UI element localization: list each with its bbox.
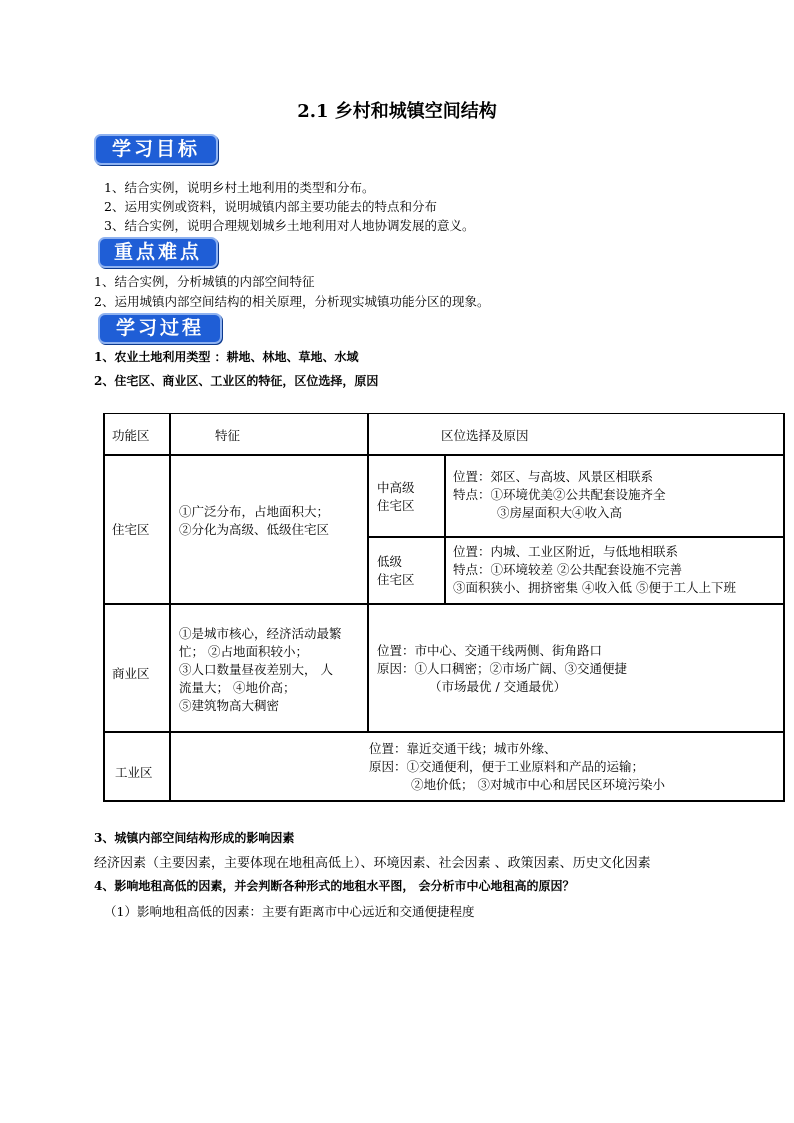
residential-feature-2: ②分化为高级、低级住宅区 [179,522,330,537]
low-residential-label-1: 低级 [377,554,403,569]
process-item-1: 1、农业土地利用类型 ：耕地、林地、草地、水域 [94,350,359,364]
low-residential-label-2: 住宅区 [377,572,415,587]
high-residential-label-2: 住宅区 [377,498,415,513]
process-item-2: 2、住宅区、商业区、工业区的特征，区位选择，原因 [94,374,379,388]
commercial-feature-4: 流量大； ④地价高； [179,680,296,695]
section-badge-objectives: 学习目标 [94,134,218,165]
high-residential-line-1: 位置：郊区、与高坡、风景区相联系 [453,469,654,484]
objective-3: 3、结合实例，说明合理规划城乡土地利用对人地协调发展的意义。 [104,218,475,233]
industrial-location-2: 原因：①交通便利，便于工业原料和产品的运输； [369,759,645,774]
commercial-location-2: 原因：①人口稠密；②市场广阔、③交通便捷 [377,661,628,676]
commercial-feature-2: 忙； ②占地面积较小； [179,644,308,659]
zone-industrial: 工业区 [115,765,153,780]
industrial-location-3: ②地价低； ③对城市中心和居民区环境污染小 [411,777,665,792]
item-3-heading: 3、城镇内部空间结构形成的影响因素 [94,831,295,845]
header-zone: 功能区 [112,428,150,443]
high-residential-label-1: 中高级 [377,480,415,495]
commercial-feature-5: ⑤建筑物高大稠密 [179,698,280,713]
low-residential-line-1: 位置：内城、工业区附近，与低地相联系 [453,544,679,559]
commercial-feature-3: ③人口数量昼夜差别大， 人 [179,662,333,677]
objective-1: 1、结合实例，说明乡村土地利用的类型和分布。 [104,180,375,195]
item-4-heading: 4、影响地租高低的因素，并会判断各种形式的地租水平图， 会分析市中心地租高的原因？ [94,879,575,893]
low-residential-line-3: ③面积狭小、拥挤密集 ④收入低 ⑤便于工人上下班 [453,580,736,595]
key-point-1: 1、结合实例，分析城镇的内部空间特征 [94,274,315,289]
commercial-feature-1: ①是城市核心，经济活动最繁 [179,626,342,641]
commercial-location-3: （市场最优 / 交通最优） [429,679,567,694]
objective-2: 2、运用实例或资料，说明城镇内部主要功能去的特点和分布 [104,199,437,214]
commercial-location-1: 位置：市中心、交通干线两侧、街角路口 [377,643,603,658]
header-location: 区位选择及原因 [441,428,529,443]
section-badge-process: 学习过程 [98,313,222,344]
item-4-sub: （1）影响地租高低的因素：主要有距离市中心远近和交通便捷程度 [104,904,475,919]
industrial-location-1: 位置：靠近交通干线；城市外缘、 [369,741,557,756]
key-point-2: 2、运用城镇内部空间结构的相关原理，分析现实城镇功能分区的现象。 [94,294,490,309]
function-zone-table [103,413,783,801]
page-title: 2.1 乡村和城镇空间结构 [297,101,497,122]
item-3-text: 经济因素（主要因素，主要体现在地租高低上）、环境因素、社会因素 、政策因素、历史文化因素 [94,856,651,871]
high-residential-line-3: ③房屋面积大④收入高 [497,505,623,520]
residential-feature-1: ①广泛分布，占地面积大； [179,504,330,519]
zone-residential: 住宅区 [112,522,150,537]
section-badge-key-points: 重点难点 [98,237,218,268]
high-residential-line-2: 特点：①环境优美②公共配套设施齐全 [453,487,666,502]
zone-commercial: 商业区 [112,666,150,681]
low-residential-line-2: 特点：①环境较差 ②公共配套设施不完善 [453,562,682,577]
header-feature: 特征 [215,428,241,443]
